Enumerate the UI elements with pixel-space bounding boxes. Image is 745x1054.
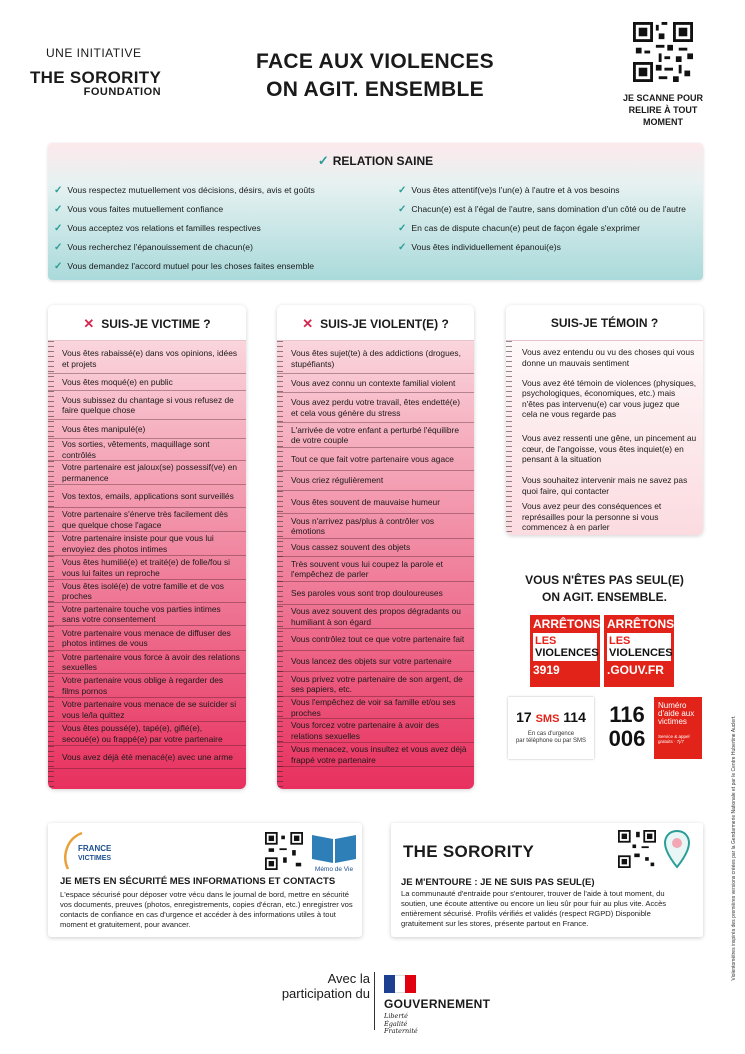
check-icon: ✓	[54, 204, 63, 215]
sms-badge: SMS	[535, 713, 560, 725]
violent-item: Vous menacez, vous insultez et vous avez déjà frappé votre partenaire	[277, 743, 474, 767]
svg-text:FRANCE: FRANCE	[78, 844, 112, 853]
violent-item: Vous cassez souvent des objets	[277, 539, 474, 557]
witness-item: Vous avez entendu ou vu des choses qui vous donne un mauvais sentiment	[522, 347, 695, 368]
violent-item: Vous forcez votre partenaire à avoir des relations sexuelles	[277, 719, 474, 743]
violent-item: Vous l'empêchez de voir sa famille et/ou ses proches	[277, 697, 474, 719]
violent-item: Très souvent vous lui coupez la parole et l'empêchez de parler	[277, 557, 474, 582]
victim-panel	[48, 305, 246, 789]
gouvernement-logo: GOUVERNEMENT Liberté Égalité Fraternité	[384, 975, 514, 1036]
france-victimes-logo	[60, 829, 120, 873]
violent-item: Vous privez votre partenaire de son argent, de ses papiers, etc.	[277, 672, 474, 697]
phone-114: 114	[563, 709, 586, 725]
victim-item: Vos sorties, vêtements, maquillage sont contrôlés	[48, 439, 246, 461]
witness-item: Vous souhaitez intervenir mais ne savez pas quoi faire, qui contacter	[522, 475, 688, 496]
card-body: La communauté d'entraide pour s'entourer, trouver de l'aide à tout moment, du soutien, une écoute attentive ou encore un lieu sûr pour fuir au plus vite. Accès entièrement sécurisé. Profils vérifiés et validés (respect RGPD) Disponible gratuitement sur les stores, présente partout en France.	[401, 889, 667, 928]
violent-item: Vous avez connu un contexte familial violent	[277, 374, 474, 393]
map-pin-icon	[663, 829, 691, 869]
witness-list	[506, 344, 703, 535]
violent-item: Vous n'arrivez pas/plus à contrôler vos émotions	[277, 514, 474, 539]
witness-panel	[506, 305, 703, 535]
victim-item: Vous êtes rabaissé(e) dans vos opinions, idées et projets	[48, 344, 246, 374]
qr-code-icon[interactable]	[618, 830, 656, 868]
victim-list	[48, 344, 246, 769]
violent-item: Vous lancez des objets sur votre partenaire	[277, 651, 474, 672]
victim-item: Votre partenaire vous force à avoir des relations sexuelles	[48, 651, 246, 674]
sorority-foundation-logo	[30, 70, 161, 100]
healthy-item: ✓ Vous demandez l'accord mutuel pour les choses faites ensemble	[54, 261, 315, 272]
violent-item: L'arrivée de votre enfant a perturbé l'équilibre de votre couple	[277, 423, 474, 448]
qr-code-icon[interactable]	[633, 22, 693, 82]
divider	[374, 972, 375, 1030]
phone-3919: 3919	[533, 663, 560, 677]
violent-item: Vous avez perdu votre travail, êtes endetté(e) et cela vous génère du stress	[277, 393, 474, 423]
healthy-title: ✓ RELATION SAINE	[317, 153, 434, 168]
sorority-logo: THE SORORITY	[403, 842, 535, 861]
cross-icon: ✕	[302, 316, 314, 331]
check-icon: ✓	[398, 242, 407, 253]
healthy-item: ✓ Vous acceptez vos relations et familles respectives	[54, 223, 261, 234]
victim-item: Vous êtes moqué(e) en public	[48, 374, 246, 391]
victim-item: Vous êtes manipulé(e)	[48, 420, 246, 439]
arretons-site-logo[interactable]: ARRÊTONS LES VIOLENCES .GOUV.FR	[604, 615, 674, 687]
qr-code-icon[interactable]	[265, 832, 303, 870]
victim-item: Votre partenaire vous oblige à regarder des films pornos	[48, 674, 246, 698]
check-icon: ✓	[54, 242, 63, 253]
violent-item: Vous êtes souvent de mauvaise humeur	[277, 491, 474, 514]
check-icon: ✓	[317, 153, 329, 168]
victim-item: Votre partenaire insiste pour que vous lui envoyiez des photos intimes	[48, 532, 246, 556]
victim-item: Votre partenaire vous menace de diffuser des photos intimes de vous	[48, 626, 246, 651]
participation-label: Avec la participation du	[281, 971, 370, 1001]
card-title: JE METS EN SÉCURITÉ MES INFORMATIONS ET CONTACTS	[60, 876, 336, 887]
victim-title: ✕ SUIS-JE VICTIME ?	[83, 316, 211, 331]
check-icon: ✓	[398, 204, 407, 215]
healthy-item: ✓ Vous êtes attentif(ve)s l'un(e) à l'autre et à vos besoins	[398, 185, 620, 196]
initiative-label: UNE INITIATIVE	[46, 46, 142, 60]
violent-item: Tout ce que fait votre partenaire vous agace	[277, 448, 474, 471]
violent-list	[277, 344, 474, 767]
healthy-item: ✓ Chacun(e) est à l'égal de l'autre, sans domination d'un côté ou de l'autre	[398, 204, 686, 215]
victim-helpline-label: Numéro d'aide aux victimes Service & appel gratuits · 7j/7	[654, 697, 702, 759]
healthy-item: ✓ Vous respectez mutuellement vos décisions, désirs, avis et goûts	[54, 185, 315, 196]
victim-item: Vous êtes isolé(e) de votre famille et de vos proches	[48, 580, 246, 603]
check-icon: ✓	[54, 223, 63, 234]
not-alone-heading: VOUS N'ÊTES PAS SEUL(E) ON AGIT. ENSEMBLE.	[525, 573, 684, 604]
violent-title: ✕ SUIS-JE VIOLENT(E) ?	[302, 316, 449, 331]
witness-item: Vous avez peur des conséquences et représailles pour la personne si vous commencez à en parler	[522, 501, 662, 533]
check-icon: ✓	[398, 185, 407, 196]
victim-item: Vous êtes humilié(e) et traité(e) de folle/fou si vous lui faites un reproche	[48, 556, 246, 580]
title-line2: ON AGIT. ENSEMBLE	[266, 78, 484, 101]
healthy-item: ✓ En cas de dispute chacun(e) peut de façon égale s'exprimer	[398, 223, 640, 234]
card-title: JE M'ENTOURE : JE NE SUIS PAS SEUL(E)	[401, 877, 595, 888]
victim-item: Votre partenaire touche vos parties intimes sans votre consentement	[48, 603, 246, 626]
cross-icon: ✕	[83, 316, 95, 331]
side-credit: Violentomètres inspirés des premières versions créées par la Gendarmerie Nationale et par le Centre Hubertine Auclert.	[731, 715, 737, 981]
victim-helpline-number[interactable]: 116 006	[608, 702, 646, 751]
violent-item: Vous avez souvent des propos dégradants ou humiliant à son égard	[277, 605, 474, 629]
memo-de-vie-logo	[309, 831, 359, 873]
witness-item: Vous avez ressenti une gêne, un pincement au cœur, de l'angoisse, vous êtes inquiet(e) en pensant à la situation	[522, 433, 697, 465]
check-icon: ✓	[398, 223, 407, 234]
emergency-numbers[interactable]: 17 SMS 114 En cas d'urgence par téléphone ou par SMS	[508, 697, 594, 759]
svg-text:Mémo de Vie: Mémo de Vie	[314, 866, 354, 873]
logo-line2: FOUNDATION	[83, 86, 162, 98]
poster-header	[0, 0, 745, 140]
victim-item: Votre partenaire s'énerve très facilement dès que quelque chose l'agace	[48, 508, 246, 532]
violent-panel	[277, 305, 474, 789]
scan-instruction: JE SCANNE POUR RELIRE À TOUT MOMENT	[622, 93, 703, 127]
victim-item: Votre partenaire vous menace de se suicider si vous le/la quittez	[48, 698, 246, 722]
violent-item: Vous êtes sujet(te) à des addictions (drogues, stupéfiants)	[277, 344, 474, 374]
healthy-item: ✓ Vous vous faites mutuellement confiance	[54, 204, 224, 215]
witness-title: SUIS-JE TÉMOIN ?	[550, 316, 659, 330]
violent-item: Ses paroles vous sont trop douloureuses	[277, 582, 474, 605]
sorority-card	[391, 823, 703, 937]
victim-item: Vous subissez du chantage si vous refusez de faire quelque chose	[48, 391, 246, 420]
healthy-relationship-panel	[48, 143, 703, 280]
marianne-flag-icon	[384, 975, 416, 993]
victim-item: Vos textos, emails, applications sont surveillés	[48, 485, 246, 508]
healthy-list-right	[398, 185, 698, 261]
check-icon: ✓	[54, 261, 63, 272]
phone-17: 17	[516, 709, 532, 725]
svg-text:VICTIMES: VICTIMES	[78, 855, 112, 862]
victim-item: Vous êtes poussé(e), tapé(e), giflé(e), secoué(e) ou frappé(e) par votre partenaire	[48, 722, 246, 746]
violent-item: Vous criez régulièrement	[277, 471, 474, 491]
logo-line1: THE SORORITY	[30, 68, 162, 87]
check-icon: ✓	[54, 185, 63, 196]
victim-item: Votre partenaire est jaloux(se) possessif(ve) en permanence	[48, 461, 246, 485]
healthy-item: ✓ Vous êtes individuellement épanoui(e)s	[398, 242, 561, 253]
arretons-3919-logo[interactable]: ARRÊTONS LES VIOLENCES 3919	[530, 615, 600, 687]
card-body: L'espace sécurisé pour déposer votre vécu dans le journal de bord, mettre en sécurité vos documents, preuves (photos, enregistrements, copies d'écran, etc.) enregistrer vos contacts de confiance en cas d'urgence et accéder à des informations utiles à tout moment et gratuitement, pour avancer.	[60, 890, 353, 929]
healthy-item: ✓ Vous recherchez l'épanouissement de chacun(e)	[54, 242, 253, 253]
healthy-list-left	[54, 185, 389, 280]
violent-item: Vous contrôlez tout ce que votre partenaire fait	[277, 629, 474, 651]
victim-item: Vous avez déjà été menacé(e) avec une arme	[48, 746, 246, 769]
page-title	[230, 48, 520, 104]
site-gouv: .GOUV.FR	[607, 663, 664, 677]
witness-item: Vous avez été témoin de violences (physiques, psychologiques, économiques, etc.) mais n'êtes pas intervenu(e) car vous jugez que cela ne vous regarde pas	[522, 377, 697, 419]
title-line1: FACE AUX VIOLENCES	[256, 50, 494, 73]
